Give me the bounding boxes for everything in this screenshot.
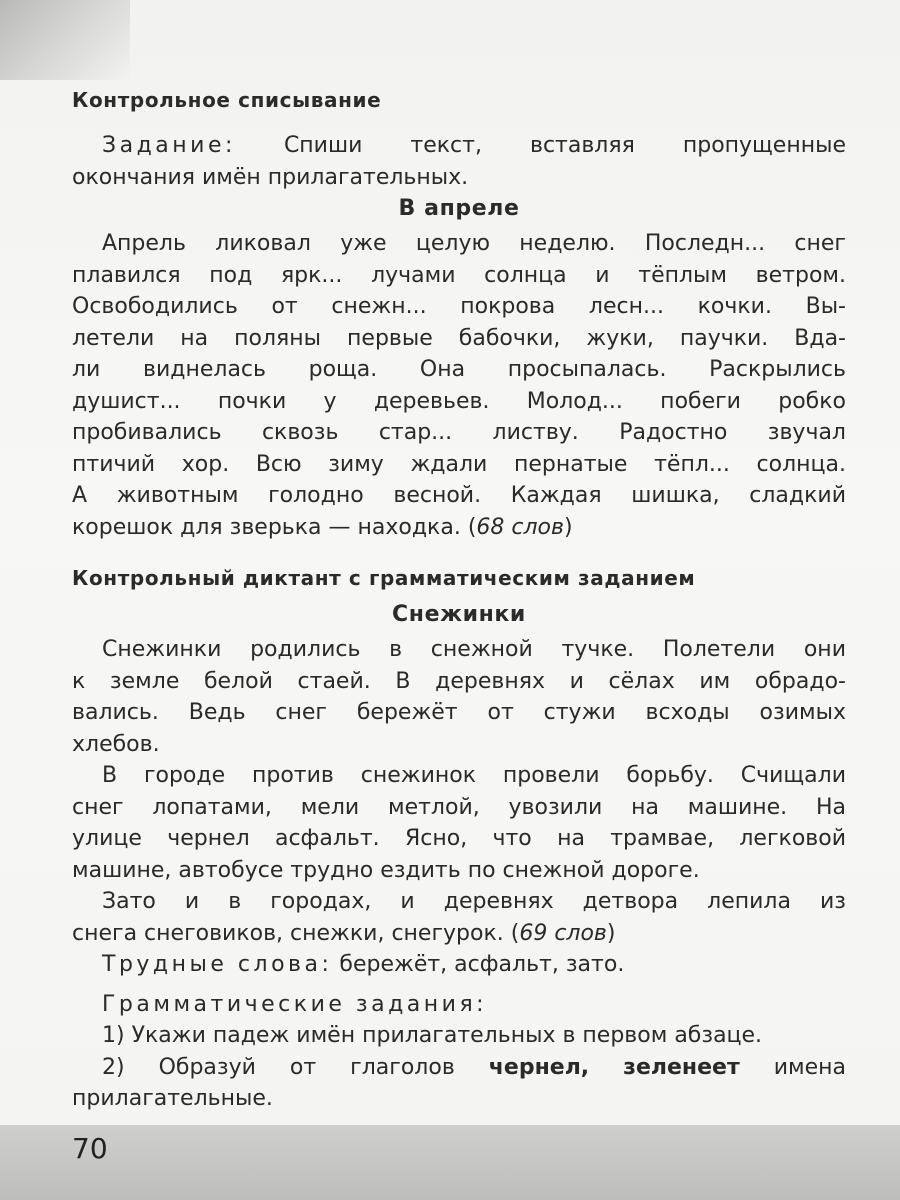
text-line: Освободились от снежн... покрова лесн... кочки. Вы- bbox=[72, 294, 846, 319]
text-line-last bbox=[72, 512, 846, 544]
text-line: душист... почки у деревьев. Молод... побеги робко bbox=[72, 388, 846, 414]
grammar-task-2 bbox=[72, 1052, 846, 1084]
word-count: 69 слов bbox=[519, 920, 607, 946]
text-april bbox=[72, 228, 846, 543]
text-line: Снежинки родились в снежной тучке. Полетели они bbox=[102, 637, 846, 662]
task-label: Задание: bbox=[102, 133, 236, 158]
word-count: 68 слов bbox=[476, 514, 564, 540]
section-title: Контрольное списывание bbox=[72, 88, 382, 112]
close-paren: ) bbox=[606, 920, 616, 946]
hard-words: бережёт, асфальт, зато. bbox=[339, 952, 625, 977]
text-line: ли виднелась роща. Она просыпалась. Раскрылись bbox=[72, 357, 846, 382]
text-line: В городе против снежинок провели борьбу. Счищали bbox=[102, 763, 846, 788]
text-line: птичий хор. Всю зиму ждали пернатые тёпл... солнца. bbox=[72, 451, 846, 477]
scan-shadow bbox=[0, 0, 130, 80]
text-line: Зато и в городах, и деревнях детвора лепила из bbox=[102, 889, 846, 914]
scan-bottom-edge bbox=[0, 1125, 900, 1200]
close-paren: ) bbox=[563, 514, 573, 540]
text-title-block bbox=[72, 196, 846, 221]
grammar-label: Грамматические задания: bbox=[102, 991, 488, 1017]
text-line: улице чернел асфальт. Ясно, что на трамвае, легковой bbox=[72, 826, 846, 851]
text-line: к земле белой стаей. В деревнях и сёлах им обрадо- bbox=[72, 668, 846, 694]
text-snowflakes bbox=[72, 634, 846, 1115]
text-line: летели на поляны первые бабочки, жуки, паучки. Вда- bbox=[72, 325, 846, 351]
hard-words-label: Трудные слова: bbox=[102, 952, 333, 977]
text-title: Снежинки bbox=[392, 602, 526, 627]
text-line: пробивались сквозь стар... листву. Радостно звучал bbox=[72, 420, 846, 445]
text-line: снег лопатами, мели метлой, увозили на машине. На bbox=[72, 794, 846, 820]
page-number: 70 bbox=[72, 1132, 108, 1165]
text-line: плавился под ярк... лучами солнца и тёплым ветром. bbox=[72, 262, 846, 288]
section-dictation bbox=[72, 566, 846, 590]
text-line: Апрель ликовал уже целую неделю. Последн... снег bbox=[102, 231, 846, 256]
text-line-content: снега снеговиков, снежки, снегурок. ( bbox=[72, 920, 520, 946]
task-text: Спиши текст, вставляя пропущенные bbox=[283, 133, 846, 158]
text-title-block bbox=[72, 602, 846, 627]
task-block bbox=[72, 130, 846, 193]
task2-word: чернел, bbox=[488, 1054, 590, 1080]
text-line: хлебов. bbox=[72, 731, 160, 757]
task2-text: имена bbox=[773, 1054, 846, 1080]
text-line: машине, автобусе трудно ездить по снежной дороге. bbox=[72, 857, 700, 883]
grammar-task-1: 1) Укажи падеж имён прилагательных в первом абзаце. bbox=[102, 1023, 763, 1048]
text-line: вались. Ведь снег бережёт от стужи всходы озимых bbox=[72, 700, 846, 725]
task-line-1 bbox=[72, 130, 846, 162]
text-line-content: корешок для зверька — находка. ( bbox=[72, 514, 477, 540]
hard-words-line bbox=[72, 949, 846, 981]
text-title: В апреле bbox=[398, 196, 520, 221]
grammar-label-line bbox=[72, 989, 846, 1021]
grammar-task-2-cont: прилагательные. bbox=[72, 1086, 273, 1111]
section-title: Контрольный диктант с грамматическим заданием bbox=[72, 566, 696, 590]
section-copying bbox=[72, 88, 846, 112]
task-line-2: окончания имён прилагательных. bbox=[72, 164, 469, 190]
text-line: А животным голодно весной. Каждая шишка, сладкий bbox=[72, 483, 846, 508]
text-line-last bbox=[72, 918, 846, 950]
task2-word: зеленеет bbox=[623, 1054, 740, 1080]
task2-text: 2) Образуй от глаголов bbox=[102, 1054, 455, 1080]
